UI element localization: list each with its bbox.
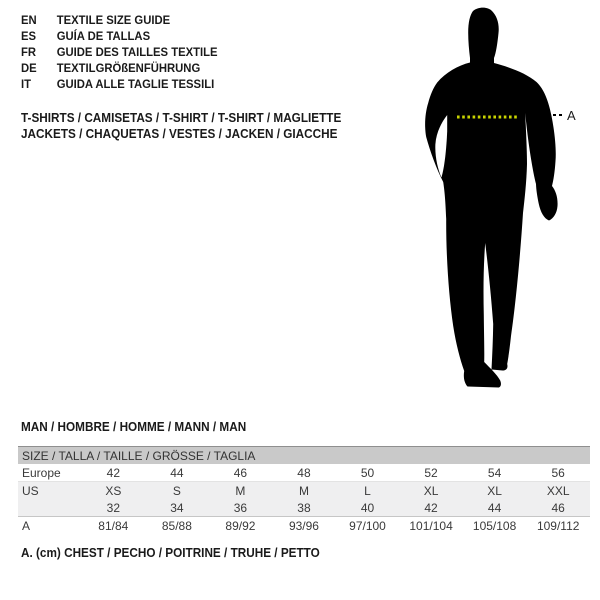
size-cell: XXL xyxy=(526,482,590,500)
language-label: TEXTILGRÖßENFÜHRUNG xyxy=(56,61,201,75)
size-cell: XS xyxy=(82,482,146,500)
language-code: EN xyxy=(21,13,37,27)
size-cell: 32 xyxy=(82,499,146,517)
size-cell: 44 xyxy=(463,499,527,517)
size-cell: S xyxy=(145,482,209,500)
size-cell: M xyxy=(272,482,336,500)
size-cell: 97/100 xyxy=(336,517,400,535)
size-cell: 42 xyxy=(82,464,146,482)
table-header-row xyxy=(18,447,590,465)
size-cell: 54 xyxy=(463,464,527,482)
list-item xyxy=(21,76,218,92)
row-label: A xyxy=(18,517,82,535)
row-label: Europe xyxy=(18,464,82,482)
category-line-tshirts: T-SHIRTS / CAMISETAS / T-SHIRT / T-SHIRT / MAGLIETTE xyxy=(21,111,342,125)
list-item xyxy=(21,60,218,76)
size-cell: 81/84 xyxy=(82,517,146,535)
size-table xyxy=(18,446,590,534)
measurement-footnote: A. (cm) CHEST / PECHO / POITRINE / TRUHE / PETTO xyxy=(21,546,320,560)
size-cell: 89/92 xyxy=(209,517,273,535)
size-cell: 46 xyxy=(209,464,273,482)
language-label: GUIDA ALLE TAGLIE TESSILI xyxy=(56,77,215,91)
size-cell: 50 xyxy=(336,464,400,482)
size-cell: M xyxy=(209,482,273,500)
category-heading xyxy=(21,110,362,142)
list-item xyxy=(21,12,218,28)
size-cell: 46 xyxy=(526,499,590,517)
size-cell: 38 xyxy=(272,499,336,517)
man-silhouette-shape xyxy=(425,8,557,388)
size-cell: XL xyxy=(399,482,463,500)
size-cell: 109/112 xyxy=(526,517,590,535)
size-cell: 36 xyxy=(209,499,273,517)
size-cell: 44 xyxy=(145,464,209,482)
language-code: FR xyxy=(21,45,37,59)
man-silhouette-svg xyxy=(370,0,600,400)
row-label xyxy=(18,499,82,517)
category-line-jackets: JACKETS / CHAQUETAS / VESTES / JACKEN / GIACCHE xyxy=(21,127,338,141)
language-label: TEXTILE SIZE GUIDE xyxy=(56,13,171,27)
table-row xyxy=(18,499,590,517)
size-cell: 42 xyxy=(399,499,463,517)
list-item xyxy=(21,44,218,60)
size-cell: L xyxy=(336,482,400,500)
section-heading-man: MAN / HOMBRE / HOMME / MANN / MAN xyxy=(21,420,247,434)
size-cell: 52 xyxy=(399,464,463,482)
size-cell: 34 xyxy=(145,499,209,517)
size-cell: 93/96 xyxy=(272,517,336,535)
language-code: DE xyxy=(21,61,37,75)
size-cell: 101/104 xyxy=(399,517,463,535)
size-cell: 48 xyxy=(272,464,336,482)
size-cell: 85/88 xyxy=(145,517,209,535)
size-cell: XL xyxy=(463,482,527,500)
language-label: GUIDE DES TAILLES TEXTILE xyxy=(56,45,218,59)
table-row xyxy=(18,517,590,535)
table-header-label: SIZE / TALLA / TAILLE / GRÖSSE / TAGLIA xyxy=(18,447,590,465)
language-label: GUÍA DE TALLAS xyxy=(56,29,151,43)
table-row xyxy=(18,464,590,482)
size-cell: 56 xyxy=(526,464,590,482)
list-item xyxy=(21,28,218,44)
language-code: ES xyxy=(21,29,37,43)
measurement-a-label: A xyxy=(567,108,576,123)
row-label: US xyxy=(18,482,82,500)
table-row xyxy=(18,482,590,500)
size-cell: 105/108 xyxy=(463,517,527,535)
size-cell: 40 xyxy=(336,499,400,517)
language-code: IT xyxy=(21,77,32,91)
man-silhouette-figure xyxy=(370,0,600,400)
size-table-body xyxy=(18,447,590,535)
language-list xyxy=(21,12,230,92)
